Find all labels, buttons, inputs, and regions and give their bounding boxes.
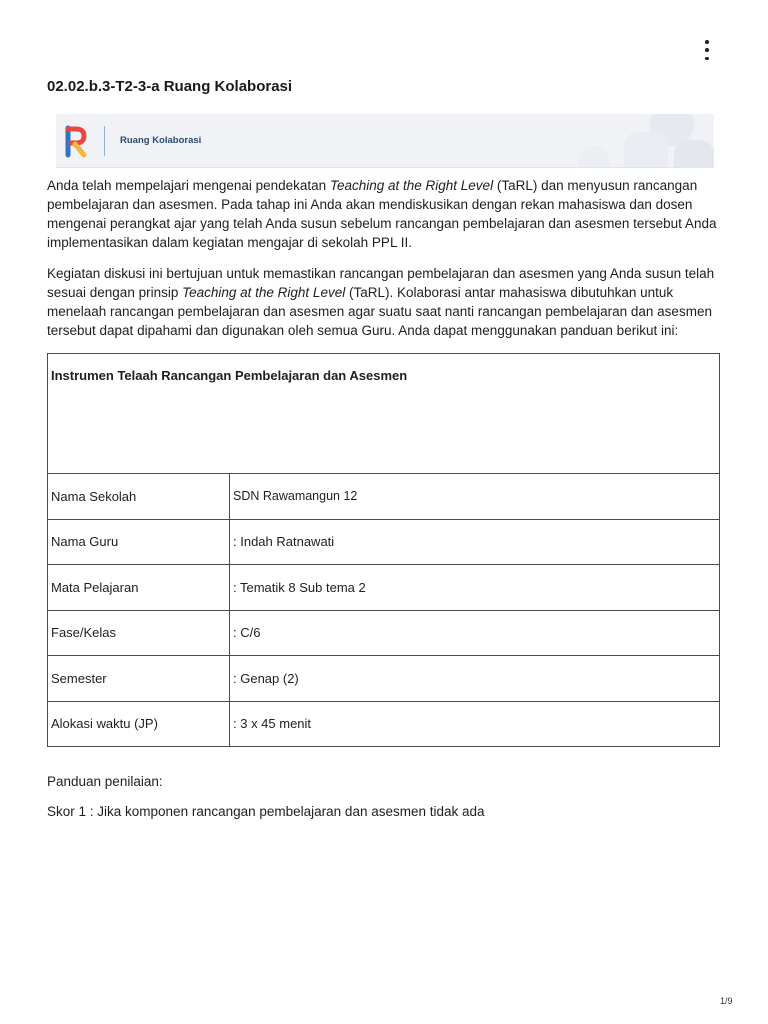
ruang-logo-icon (64, 124, 90, 158)
more-vertical-icon[interactable] (699, 40, 715, 60)
paragraph-emphasis: Teaching at the Right Level (182, 285, 346, 300)
intro-paragraph (47, 176, 727, 252)
paragraph-text: Anda telah mempelajari mengenai pendekatan (47, 178, 330, 193)
row-value: : Tematik 8 Sub tema 2 (230, 565, 720, 611)
ruang-kolaborasi-banner (56, 114, 714, 168)
paragraph-text: Kegiatan diskusi ini bertujuan untuk memastikan rancangan pembelajaran dan asesmen yang Anda susun telah sesuai dengan prinsip (47, 266, 715, 300)
table-row (48, 701, 720, 747)
table-row (48, 519, 720, 565)
row-label: Alokasi waktu (JP) (48, 701, 230, 747)
paragraph-emphasis: Teaching at the Right Level (329, 178, 494, 193)
row-label: Mata Pelajaran (48, 565, 230, 611)
row-label: Nama Sekolah (48, 474, 230, 520)
banner-label: Ruang Kolaborasi (120, 135, 202, 146)
table-heading: Instrumen Telaah Rancangan Pembelajaran dan Asesmen (48, 354, 720, 474)
page-number: 1/9 (720, 996, 733, 1006)
instrument-table (47, 353, 720, 747)
table-row (48, 610, 720, 656)
score-1-text: Skor 1 : Jika komponen rancangan pembelajaran dan asesmen tidak ada (47, 804, 485, 819)
row-value: : 3 x 45 menit (230, 701, 720, 747)
row-value: : C/6 (230, 610, 720, 656)
banner-decoration (564, 114, 714, 168)
guide-heading: Panduan penilaian: (47, 774, 163, 789)
purpose-paragraph (47, 264, 727, 340)
row-label: Nama Guru (48, 519, 230, 565)
paragraph-text: (TaRL) dan menyusun rancangan pembelajaran dan asesmen. Pada tahap ini Anda akan mendiskusikan dengan rekan mahasiswa dan dosen mengenai perangkat ajar yang telah Anda susun sebelum rancangan pembelajaran dan asesmen tersebut Anda implementasikan dalam kegiatan mengajar di sekolah PPL II. (47, 178, 717, 250)
kebab-dot (705, 57, 709, 61)
kebab-dot (705, 48, 709, 52)
table-row (48, 565, 720, 611)
table-row (48, 474, 720, 520)
row-value: : Indah Ratnawati (230, 519, 720, 565)
row-label: Fase/Kelas (48, 610, 230, 656)
paragraph-text: (TaRL). Kolaborasi antar mahasiswa dibutuhkan untuk menelaah rancangan pembelajaran dan asesmen agar suatu saat nanti rancangan pembelajaran dan asesmen tersebut dapat dipahami dan digunakan oleh semua Guru. Anda dapat menggunakan panduan berikut ini: (47, 285, 712, 338)
page-title: 02.02.b.3-T2-3-a Ruang Kolaborasi (47, 78, 293, 95)
row-label: Semester (48, 656, 230, 702)
row-value: SDN Rawamangun 12 (230, 474, 720, 520)
table-row (48, 656, 720, 702)
row-value: : Genap (2) (230, 656, 720, 702)
kebab-dot (705, 40, 709, 44)
banner-divider (104, 126, 105, 156)
